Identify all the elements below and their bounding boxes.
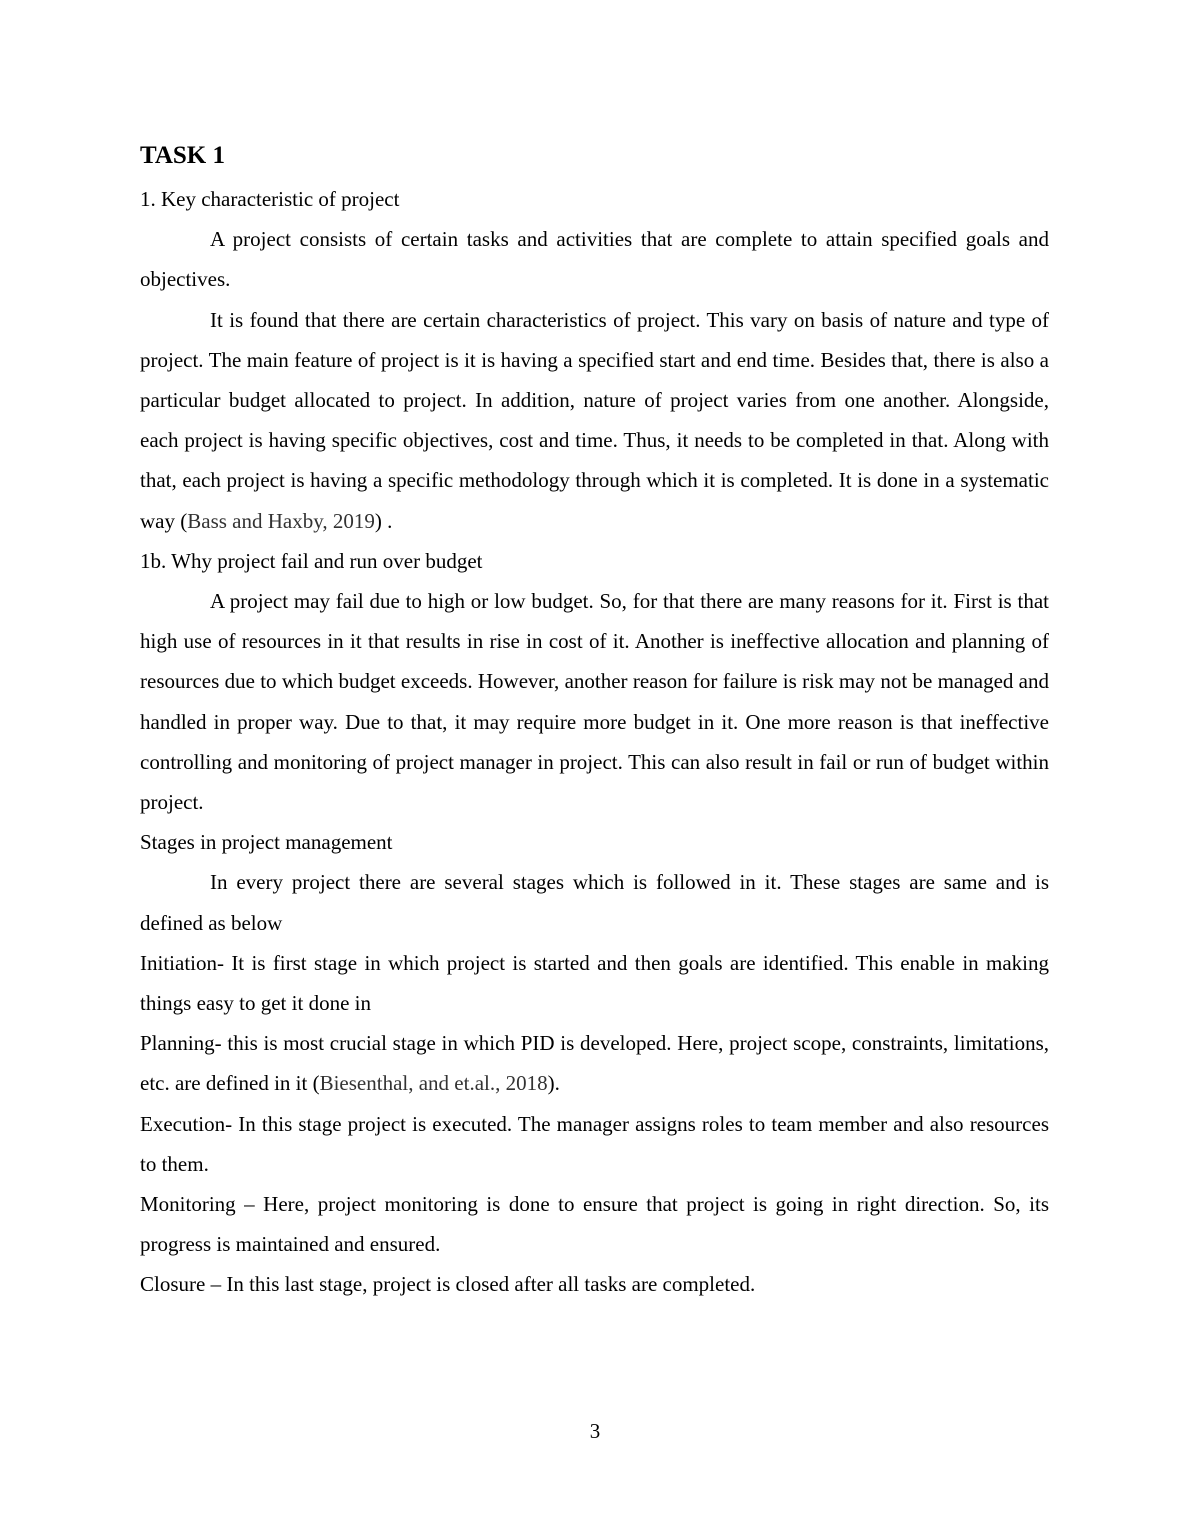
stage-planning-text: Planning- this is most crucial stage in which PID is developed. Here, project scope, constraints, limitations, etc. are defined in it — [140, 1031, 1049, 1096]
citation-bass-haxby: Bass and Haxby, 2019 — [187, 508, 375, 533]
stage-closure: Closure – In this last stage, project is closed after all tasks are completed. — [140, 1272, 756, 1297]
section1-paragraph-1: A project consists of certain tasks and activities that are complete to attain specified goals and objectives. — [140, 227, 1049, 292]
stages-title: Stages in project management — [140, 830, 393, 855]
citation-open: ( — [180, 508, 188, 533]
stage-initiation: Initiation- It is first stage in which project is started and then goals are identified. This enable in making things easy to get it done in — [140, 950, 1049, 1016]
document-page — [140, 139, 1049, 1305]
stage-monitoring: Monitoring – Here, project monitoring is done to ensure that project is going in right direction. So, its progress is maintained and ensured. — [140, 1192, 1049, 1257]
citation-open: ( — [312, 1071, 320, 1096]
citation-close: ). — [547, 1071, 560, 1096]
citation-close: ) . — [374, 508, 393, 533]
section1-title: 1. Key characteristic of project — [140, 187, 400, 211]
section1b-title: 1b. Why project fail and run over budget — [140, 548, 483, 573]
stage-planning — [140, 1023, 1049, 1103]
section1-paragraph-2-text: It is found that there are certain characteristics of project. This vary on basis of nature and type of project. The main feature of project is it is having a specified start and end time. Besides that, there is also a particular budget allocated to project. In addition, nature of project varies from one another. Alongside, each project is having specific objectives, cost and time. Thus, it needs to be completed in that. Along with that, each project is having a specific methodology through which it is completed. It is done in a systematic way — [140, 307, 1049, 533]
stage-execution: Execution- In this stage project is executed. The manager assigns roles to team member and also resources to them. — [140, 1111, 1049, 1176]
citation-biesenthal: Biesenthal, and et.al., 2018 — [319, 1071, 548, 1096]
section1-paragraph-2 — [140, 300, 1049, 541]
section1b-paragraph-1: A project may fail due to high or low budget. So, for that there are many reasons for it. First is that high use of resources in it that results in rise in cost of it. Another is ineffective allocation and planning of resources due to which budget exceeds. However, another reason for failure is risk may not be managed and handled in proper way. Due to that, it may require more budget in it. One more reason is that ineffective controlling and monitoring of project manager in project. This can also result in fail or run of budget within project. — [140, 589, 1049, 815]
stages-intro: In every project there are several stages which is followed in it. These stages are same and is defined as below — [140, 870, 1049, 935]
task-heading: TASK 1 — [140, 142, 225, 169]
page-number: 3 — [589, 1419, 601, 1443]
